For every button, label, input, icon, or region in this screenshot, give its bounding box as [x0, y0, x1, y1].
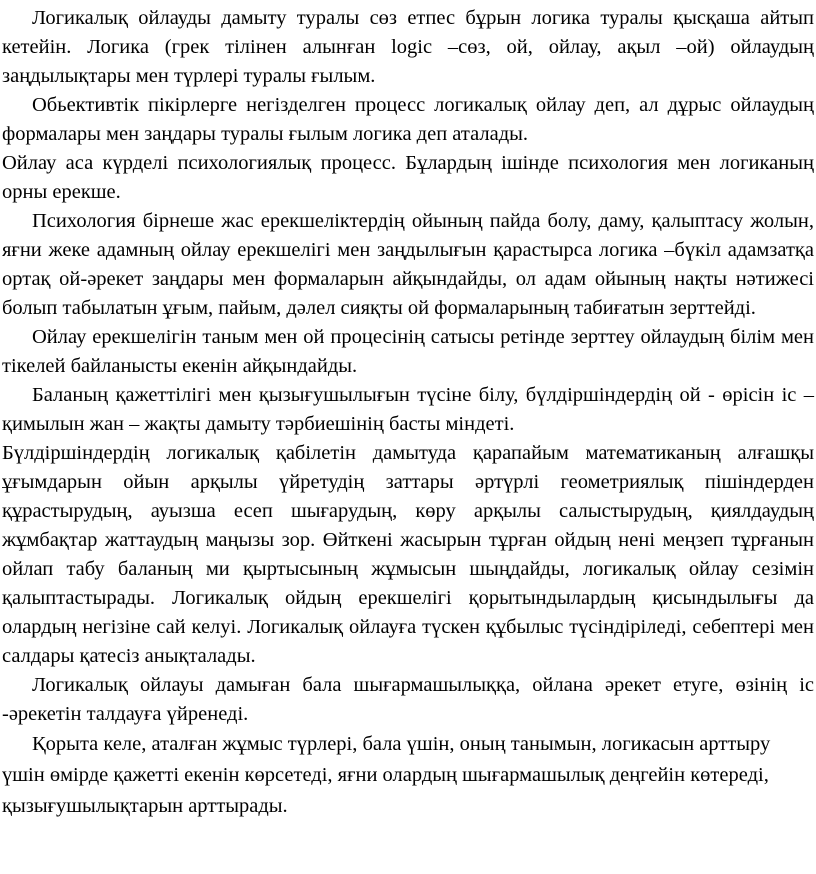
paragraph-objective-judgments: Обьективтік пікірлерге негізделген процесс логикалық ойлау деп, ал дұрыс ойлаудың формалары мен заңдары туралы ғылым логика деп аталады. — [2, 94, 814, 145]
paragraph-logical-ability: Бүлдіршіндердің логикалық қабілетін дамытуда қарапайым математиканың алғашқы ұғымдарын ойын арқылы үйретудің заттары әртүрлі геометриялық пішіндерден құрастырудың, ауызша есеп шығарудың, көру арқылы салыстырудың, қиялдаудың жұмбақтар жаттаудың маңызы зор. Өйткені жасырын тұрған ойдың нені меңзеп тұрғанын ойлап табу баланың ми қыртысының жұмысын шыңдайды, логикалық ойлау сезімін қалыптастырады. Логикалық ойдың ерекшелігі қорытындылардың қисындылығы да олардың негізіне сай келуі. Логикалық ойлауға түскен құбылыс түсіндіріледі, себептері мен салдары қатесіз анықталады. — [2, 442, 814, 667]
paragraph-psychology-logic: Психология бірнеше жас ерекшеліктердің ойының пайда болу, даму, қалыптасу жолын, яғни жеке адамның ойлау ерекшелігі мен заңдылығын қарастырса логика –бүкіл адамзатқа ортақ ой-әрекет заңдары мен формаларын айқындайды, ол адам ойының нақты нәтижесі болып табылатын ұғым, пайым, дәлел сияқты ой формаларының табиғатын зерттейді. — [2, 210, 814, 319]
paragraph-developed-child: Логикалық ойлауы дамыған бала шығармашылыққа, ойлана әрекет етуге, өзінің іс -әрекетін талдауға үйренеді. — [2, 674, 814, 725]
paragraph-logic-definition: Логикалық ойлауды дамыту туралы сөз етпес бұрын логика туралы қысқаша айтып кетейін. Логика (грек тілінен алынған logic –сөз, ой, ойлау, ақыл –ой) ойлаудың заңдылықтары мен түрлері туралы ғылым. — [2, 7, 814, 87]
paragraph-conclusion: Қорыта келе, аталған жұмыс түрлері, бала үшін, оның танымын, логикасын арттыру үшін өмірде қажетті екенін көрсетеді, яғни олардың шығармашылық деңгейін көтереді, қызығушылықтарын арттырады. — [2, 733, 771, 817]
paragraph-thinking-features: Ойлау ерекшелігін таным мен ой процесінің сатысы ретінде зерттеу ойлаудың білім мен тікелей байланысты екенін айқындайды. — [2, 326, 814, 377]
paragraph-child-needs: Баланың қажеттілігі мен қызығушылығын түсіне білу, бүлдіршіндердің ой - өрісін іс – қимылын жан – жақты дамыту тәрбиешінің басты міндеті. — [2, 384, 814, 435]
paragraph-thinking-process: Ойлау аса күрделі психологиялық процесс. Бұлардың ішінде психология мен логиканың орны ерекше. — [2, 152, 814, 203]
